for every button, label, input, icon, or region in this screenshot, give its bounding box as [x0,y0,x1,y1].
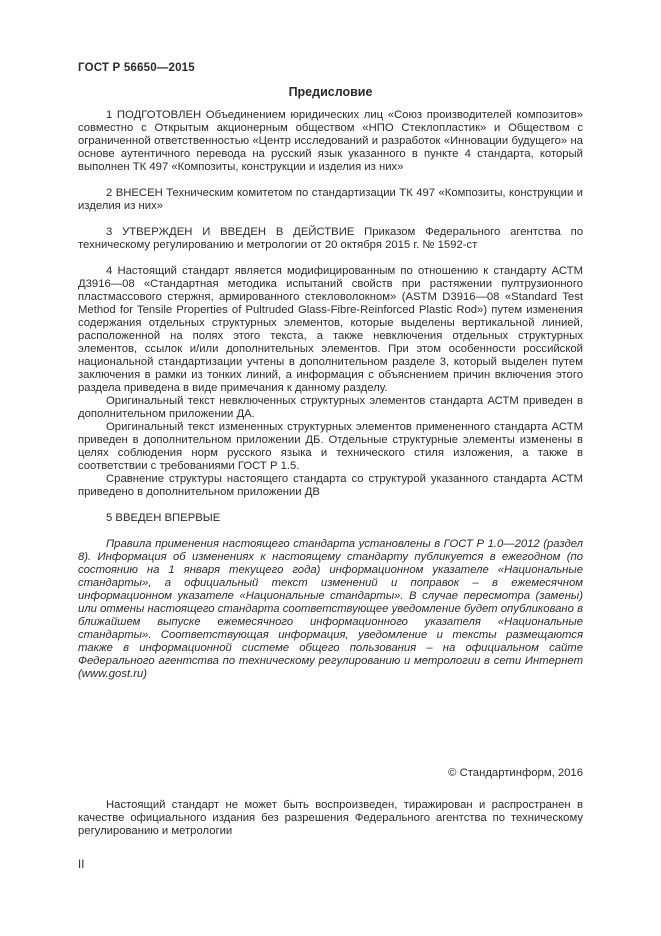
document-body [78,109,583,681]
document-designation: ГОСТ Р 56650—2015 [78,62,195,74]
copyright-line: © Стандартинформ, 2016 [448,767,583,779]
paragraph: Оригинальный текст невключенных структурных элементов стандарта АСТМ приведен в дополнительном приложении ДА. [78,395,583,420]
page-number: II [78,859,85,871]
reproduction-disclaimer: Настоящий стандарт не может быть воспроизведен, тиражирован и распространен в качестве официального издания без разрешения Федерального агентства по техническому регулированию и метрологии [78,799,583,837]
paragraph: Оригинальный текст измененных структурных элементов примененного стандарта АСТМ приведен в дополнительном приложении ДБ. Отдельные структурные элементы изменены в целях соблюдения норм русского языка и технического стиля изложения, а также в соответствии с требованиями ГОСТ Р 1.5. [78,421,583,472]
paragraph: 1 ПОДГОТОВЛЕН Объединением юридических лиц «Союз производителей композитов» совместно с Открытым акционерным обществом «НПО Стеклопластик» и Обществом с ограниченной ответственностью «Центр исследований и разработок «Инновации будущего» на основе аутентичного перевода на русский язык указанного в пункте 4 стандарта, который выполнен ТК 497 «Композиты, конструкции и изделия из них» [78,109,583,173]
paragraph: Сравнение структуры настоящего стандарта со структурой указанного стандарта АСТМ приведено в дополнительном приложении ДВ [78,473,583,498]
paragraph: Правила применения настоящего стандарта установлены в ГОСТ Р 1.0—2012 (раздел 8). Информация об изменениях к настоящему стандарту публикуется в ежегодном (по состоянию на 1 января текущего года) информационном указателе «Национальные стандарты», а официальный текст изменений и поправок – в ежемесячном информационном указателе «Национальные стандарты». В случае пересмотра (замены) или отмены настоящего стандарта соответствующее уведомление будет опубликовано в ближайшем выпуске ежемесячного информационного указателя «Национальные стандарты». Соответствующая информация, уведомление и тексты размещаются также в информационной системе общего пользования – на официальном сайте Федерального агентства по техническому регулированию и метрологии в сети Интернет (www.gost.ru) [78,538,583,680]
paragraph: 4 Настоящий стандарт является модифицированным по отношению к стандарту АСТМ Д3916—08 «Стандартная методика испытаний свойств при растяжении пултрузионного пластмассового стержня, армированного стекловолокном» (ASTM D3916—08 «Standard Test Method for Tensile Properties of Pultruded Glass-Fibre-Reinforced Plastic Rod») путем изменения содержания отдельных структурных элементов, которые выделены вертикальной линией, расположенной на полях этого текста, а также невключения отдельных структурных элементов, ссылок и/или дополнительных элементов. При этом особенности российской национальной стандартизации учтены в дополнительном разделе 3, который выделен путем заключения в рамки из тонких линий, а информация с объяснением причин включения этого раздела приведена в виде примечания к данному разделу. [78,265,583,394]
page-title: Предисловие [288,85,373,99]
paragraph: 3 УТВЕРЖДЕН И ВВЕДЕН В ДЕЙСТВИЕ Приказом Федерального агентства по техническому регулированию и метрологии от 20 октября 2015 г. № 1592-ст [78,226,583,251]
paragraph: 5 ВВЕДЕН ВПЕРВЫЕ [106,512,221,524]
paragraph: 2 ВНЕСЕН Техническим комитетом по стандартизации ТК 497 «Композиты, конструкции и изделия из них» [78,187,583,212]
